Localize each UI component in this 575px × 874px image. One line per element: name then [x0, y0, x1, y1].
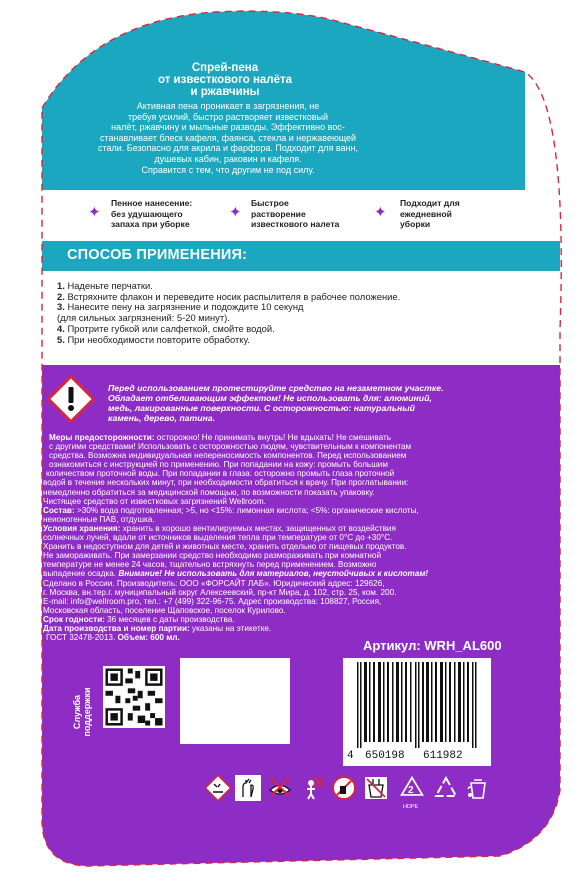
info-text: хранить в хорошо вентилируемых местах, защищенных от воздействия [120, 523, 396, 533]
info-text: водой в течение нескольких минут, при необходимости обратиться к врачу. При проглатывании: [43, 478, 409, 488]
sparkle-icon: ✦ [88, 204, 101, 221]
title-line: и ржавчины [190, 86, 260, 98]
description-line: Справится с тем, что другим не под силу. [141, 164, 315, 175]
step-item [57, 335, 400, 346]
step-text: Нанесите пену на загрязнение и подождите 10 секунд [67, 301, 304, 313]
info-line [43, 588, 428, 597]
support-line: поддержки [82, 687, 92, 737]
barcode-digit-first: 4 [347, 750, 354, 762]
info-bold: Срок годности: [43, 614, 105, 624]
info-line [43, 551, 428, 560]
step-number: 1. [57, 280, 65, 291]
description-line: требуя усилий, быстро растворяет известковый [128, 111, 328, 122]
feature-line: Пенное нанесение: [111, 198, 193, 208]
info-text: Чистящее средство от известковых загрязнений Wellroom. [43, 496, 266, 506]
description-line: налёт, ржавчину и мыльные разводы. Эффективно вос- [111, 122, 345, 133]
product-title [105, 62, 345, 98]
step-text: При необходимости повторите обработку. [67, 333, 250, 345]
info-text: г. Москва, вн.тер.г. муниципальный округ Алексеевский, пр-кт Мира, д. 102, стр. 25, ком. 200. [43, 587, 397, 597]
feature-item [400, 198, 460, 230]
blank-print-area [180, 658, 290, 744]
title-line: Спрей-пена [191, 62, 259, 74]
step-number: 3. [57, 301, 65, 313]
info-line [49, 442, 428, 451]
description-line: Активная пена проникает в загрязнения, не [136, 101, 320, 111]
info-bold: Дата производства и номер партии: [43, 623, 190, 633]
info-bold-italic: Внимание! Не использовать для материалов, неустойчивых к кислотам! [118, 569, 429, 579]
step-text: Наденьте перчатки. [67, 280, 153, 291]
warning-line: Обладает отбеливающим эффектом! Не использовать для: алюминий, [108, 393, 432, 403]
info-bold: Условия хранения: [43, 523, 121, 533]
info-bold: Меры предосторожности: [49, 433, 155, 442]
qr-code[interactable] [103, 666, 165, 728]
feature-line: Подходит для [400, 198, 460, 208]
info-text: Не замораживать. При замерзании средство необходимо размораживать при комнатной [43, 551, 382, 561]
info-line [43, 478, 428, 487]
feature-line: Быстрое [251, 198, 289, 208]
info-line [49, 460, 428, 469]
info-line [43, 569, 428, 578]
feature-line: без удушающего [111, 208, 183, 219]
warning-line: камень, дерево, патина. [108, 413, 215, 423]
info-line [49, 433, 428, 442]
info-line [43, 542, 428, 551]
info-line [43, 506, 428, 515]
description-line: стали. Безопасно для акрила и фарфора. Подходит для ванн, [97, 143, 359, 154]
info-text: выпадение осадка. [43, 569, 119, 579]
product-info [43, 433, 428, 642]
feature-item [251, 198, 339, 230]
sparkle-icon: ✦ [229, 204, 242, 221]
qr-code-pattern [103, 666, 165, 728]
feature-item [111, 198, 192, 230]
recycle-material: HDPE [403, 804, 419, 810]
info-text: Сделано в России. Производитель: ООО «ФОРСАЙТ ЛАБ». Юридический адрес: 129626, [43, 578, 385, 588]
info-line [43, 533, 428, 542]
info-line [43, 624, 428, 633]
info-text: ознакомиться с инструкцией по применению. При попадании на кожу: промыть большим [49, 460, 388, 470]
method-steps [57, 281, 400, 345]
warning-line: Перед использованием протестируйте средство на незаметном участке. [108, 383, 444, 393]
no-children-icon [299, 775, 325, 801]
pictogram-row [205, 775, 495, 810]
method-heading: СПОСОБ ПРИМЕНЕНИЯ: [67, 247, 248, 263]
info-line [43, 597, 428, 606]
info-line [46, 469, 428, 478]
info-line [43, 524, 428, 533]
info-text: средства. Возможна индивидуальная непереносимость компонентов. Перед использованием [49, 451, 407, 461]
trash-bin-icon [465, 775, 491, 801]
no-food-contact-icon [363, 775, 389, 801]
info-line [43, 615, 428, 624]
feature-line: ежедневной [400, 208, 452, 219]
info-text: ГОСТ 32478-2013. [46, 633, 118, 643]
info-text: солнечных лучей, вдали от источников выделения тепла при температуре от 0°С до +30°С. [43, 533, 393, 543]
info-line [43, 579, 428, 588]
info-line [43, 488, 428, 497]
info-text: немедленно обратиться за медицинской помощью, по возможности показать упаковку. [43, 487, 375, 497]
info-text: Хранить в недоступном для детей и животных месте, хранить отдельно от пищевых продуктов. [43, 542, 407, 552]
feature-line: известкового налета [251, 219, 340, 229]
step-text: Встряхните флакон и переведите носик распылителя в рабочее положение. [67, 290, 401, 302]
gloves-icon [235, 775, 261, 801]
corrosive-hazard-icon [205, 775, 231, 801]
info-line [49, 451, 428, 460]
recycle-code: 2 [408, 785, 414, 796]
support-line: Служба [72, 694, 82, 730]
info-text: с другими средствами! Использовать с осторожностью людям, чувствительным к компонентам [49, 442, 412, 452]
warning-text [108, 383, 498, 423]
no-eye-contact-icon [267, 775, 293, 801]
info-line [43, 515, 428, 524]
info-text: неионогенные ПАВ, отдушка. [43, 514, 155, 524]
exclamation-warning-icon [48, 376, 94, 422]
sparkle-icon: ✦ [374, 204, 387, 221]
warning-line: медь, лакированные поверхности. С осторожностью: натуральный [108, 403, 415, 413]
barcode-digits-left: 650198 [365, 750, 405, 762]
info-line [43, 497, 428, 506]
step-number: 2. [57, 290, 65, 302]
step-text: (для сильных загрязнений: 5-20 минут). [57, 312, 230, 324]
article-number: Артикул: WRH_AL600 [363, 638, 502, 653]
info-bold: Объем: 600 мл. [117, 633, 180, 643]
info-bold: Состав: [43, 505, 75, 515]
info-line [43, 560, 428, 569]
barcode [343, 658, 491, 766]
feature-line: уборки [400, 219, 431, 229]
step-text: Протрите губкой или салфеткой, смойте водой. [67, 322, 275, 334]
info-text: количеством проточной воды. При попадании в глаза: осторожно промыть глаза проточной [46, 469, 395, 479]
description-line: станавливает блеск кафеля, фаянса, стекла и нержавеющей [99, 132, 357, 143]
info-text: температуре не менее 24 часов, тщательно встряхнуть перед применением. Возможно [43, 560, 377, 570]
info-text: осторожно! Не принимать внутрь! Не вдыхать! Не смешивать [154, 433, 391, 442]
step-number: 4. [57, 322, 65, 334]
mobius-loop-icon [433, 775, 459, 801]
support-label [72, 672, 92, 752]
info-line [43, 606, 428, 615]
info-text: 36 месяцев с даты производства. [104, 614, 235, 624]
info-text: Московская область, поселение Щаповское, поселок Курилово. [43, 605, 286, 615]
title-line: от известкового налёта [157, 74, 293, 86]
barcode-bars [343, 658, 491, 748]
info-text: указаны на этикетке. [189, 623, 272, 633]
feature-line: растворение [251, 208, 306, 219]
info-text: >30% вода подготовленная; >5, но <15%: лимонная кислота; <5%: органические кислоты, [74, 505, 419, 515]
barcode-digits-right: 611982 [423, 750, 463, 762]
no-spray-mixing-icon [331, 775, 357, 801]
description-line: душевых кабин, раковин и кафеля. [154, 153, 302, 164]
feature-line: запаха при уборке [111, 219, 190, 229]
product-description [78, 101, 378, 175]
step-number: 5. [57, 333, 65, 345]
info-text: E-mail: info@wellroom.pro, тел.: +7 (499) 322-96-75. Адрес производства: 108827, Россия, [43, 596, 382, 606]
